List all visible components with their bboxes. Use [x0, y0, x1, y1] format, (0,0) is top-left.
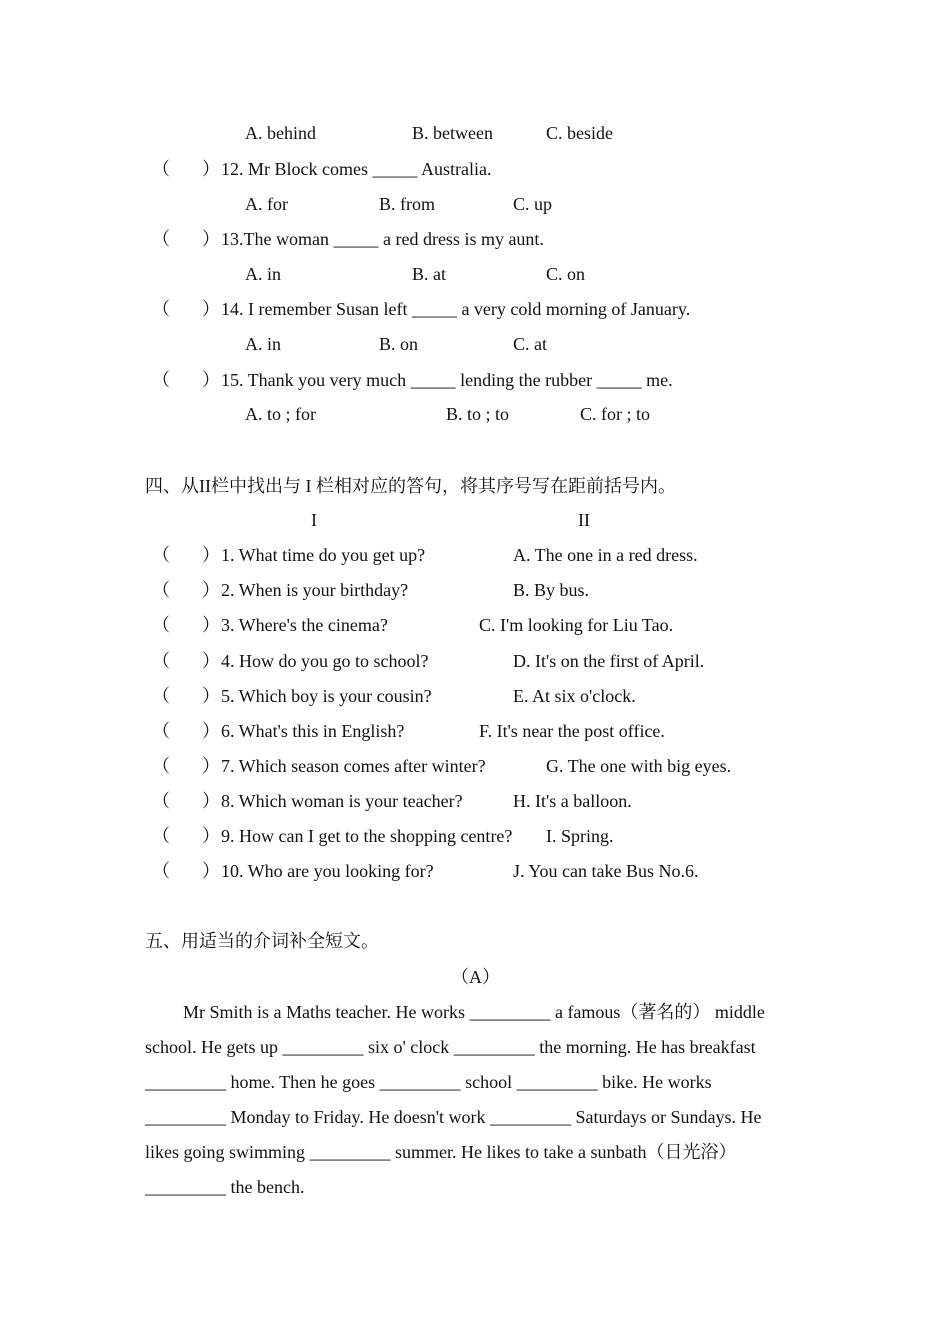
- q14-option-b: B. on: [379, 334, 419, 354]
- match-bracket-7[interactable]: （ ）: [152, 756, 220, 776]
- match-bracket-9[interactable]: （ ）: [152, 826, 220, 846]
- match-question-7: 7. Which season comes after winter?: [221, 756, 486, 776]
- match-answer-a: A. The one in a red dress.: [513, 545, 698, 565]
- q13-option-b: B. at: [412, 264, 446, 284]
- q11-option-b: B. between: [412, 123, 493, 143]
- match-answer-d: D. It's on the first of April.: [513, 651, 705, 671]
- passage-line-2: school. He gets up _________ six o' clock _________ the morning. He has breakfast: [145, 1037, 756, 1057]
- q15-option-b: B. to ; to: [446, 404, 510, 424]
- q13-option-c: C. on: [546, 264, 586, 284]
- match-bracket-10[interactable]: （ ）: [152, 861, 220, 881]
- passage-line-3: _________ home. Then he goes _________ school _________ bike. He works: [145, 1072, 712, 1092]
- match-question-8: 8. Which woman is your teacher?: [221, 791, 463, 811]
- q15-option-c: C. for ; to: [580, 404, 650, 424]
- q14-answer-bracket[interactable]: （ ）: [152, 299, 220, 319]
- match-answer-h: H. It's a balloon.: [513, 791, 632, 811]
- match-question-5: 5. Which boy is your cousin?: [221, 686, 432, 706]
- match-bracket-6[interactable]: （ ）: [152, 721, 220, 741]
- match-bracket-2[interactable]: （ ）: [152, 580, 220, 600]
- match-answer-b: B. By bus.: [513, 580, 590, 600]
- column-ii-header: II: [578, 510, 590, 530]
- q15-option-a: A. to ; for: [245, 404, 316, 424]
- match-answer-j: J. You can take Bus No.6.: [513, 861, 699, 881]
- q15-answer-bracket[interactable]: （ ）: [152, 370, 220, 390]
- match-answer-g: G. The one with big eyes.: [546, 756, 732, 776]
- passage-line-6: _________ the bench.: [145, 1177, 305, 1197]
- match-answer-f: F. It's near the post office.: [479, 721, 665, 741]
- q11-option-c: C. beside: [546, 123, 613, 143]
- match-bracket-1[interactable]: （ ）: [152, 545, 220, 565]
- q12-text: 12. Mr Block comes _____ Australia.: [221, 159, 492, 179]
- match-question-3: 3. Where's the cinema?: [221, 615, 388, 635]
- passage-line-5: likes going swimming _________ summer. He likes to take a sunbath（日光浴）: [145, 1142, 737, 1162]
- section5-title: 五、用适当的介词补全短文。: [145, 931, 379, 951]
- q12-option-b: B. from: [379, 194, 435, 214]
- match-question-6: 6. What's this in English?: [221, 721, 405, 741]
- match-bracket-8[interactable]: （ ）: [152, 791, 220, 811]
- match-answer-e: E. At six o'clock.: [513, 686, 636, 706]
- q12-option-a: A. for: [245, 194, 288, 214]
- q13-answer-bracket[interactable]: （ ）: [152, 229, 220, 249]
- q11-option-a: A. behind: [245, 123, 316, 143]
- q13-option-a: A. in: [245, 264, 281, 284]
- q14-text: 14. I remember Susan left _____ a very cold morning of January.: [221, 299, 691, 319]
- passage-label: （A）: [451, 967, 500, 987]
- match-bracket-4[interactable]: （ ）: [152, 651, 220, 671]
- column-i-header: I: [311, 510, 317, 530]
- q13-text: 13.The woman _____ a red dress is my aunt.: [221, 229, 544, 249]
- match-bracket-3[interactable]: （ ）: [152, 615, 220, 635]
- match-bracket-5[interactable]: （ ）: [152, 686, 220, 706]
- match-answer-i: I. Spring.: [546, 826, 614, 846]
- q14-option-c: C. at: [513, 334, 547, 354]
- passage-line-1: Mr Smith is a Maths teacher. He works _________ a famous（著名的） middle: [183, 1002, 765, 1022]
- match-question-2: 2. When is your birthday?: [221, 580, 409, 600]
- match-question-10: 10. Who are you looking for?: [221, 861, 434, 881]
- q12-option-c: C. up: [513, 194, 553, 214]
- section4-title: 四、从II栏中找出与 I 栏相对应的答句，将其序号写在距前括号内。: [145, 476, 676, 496]
- passage-line-4: _________ Monday to Friday. He doesn't work _________ Saturdays or Sundays. He: [145, 1107, 762, 1127]
- match-question-9: 9. How can I get to the shopping centre?: [221, 826, 513, 846]
- q15-text: 15. Thank you very much _____ lending the rubber _____ me.: [221, 370, 673, 390]
- q14-option-a: A. in: [245, 334, 281, 354]
- match-question-1: 1. What time do you get up?: [221, 545, 426, 565]
- q12-answer-bracket[interactable]: （ ）: [152, 159, 220, 179]
- match-question-4: 4. How do you go to school?: [221, 651, 429, 671]
- match-answer-c: C. I'm looking for Liu Tao.: [479, 615, 674, 635]
